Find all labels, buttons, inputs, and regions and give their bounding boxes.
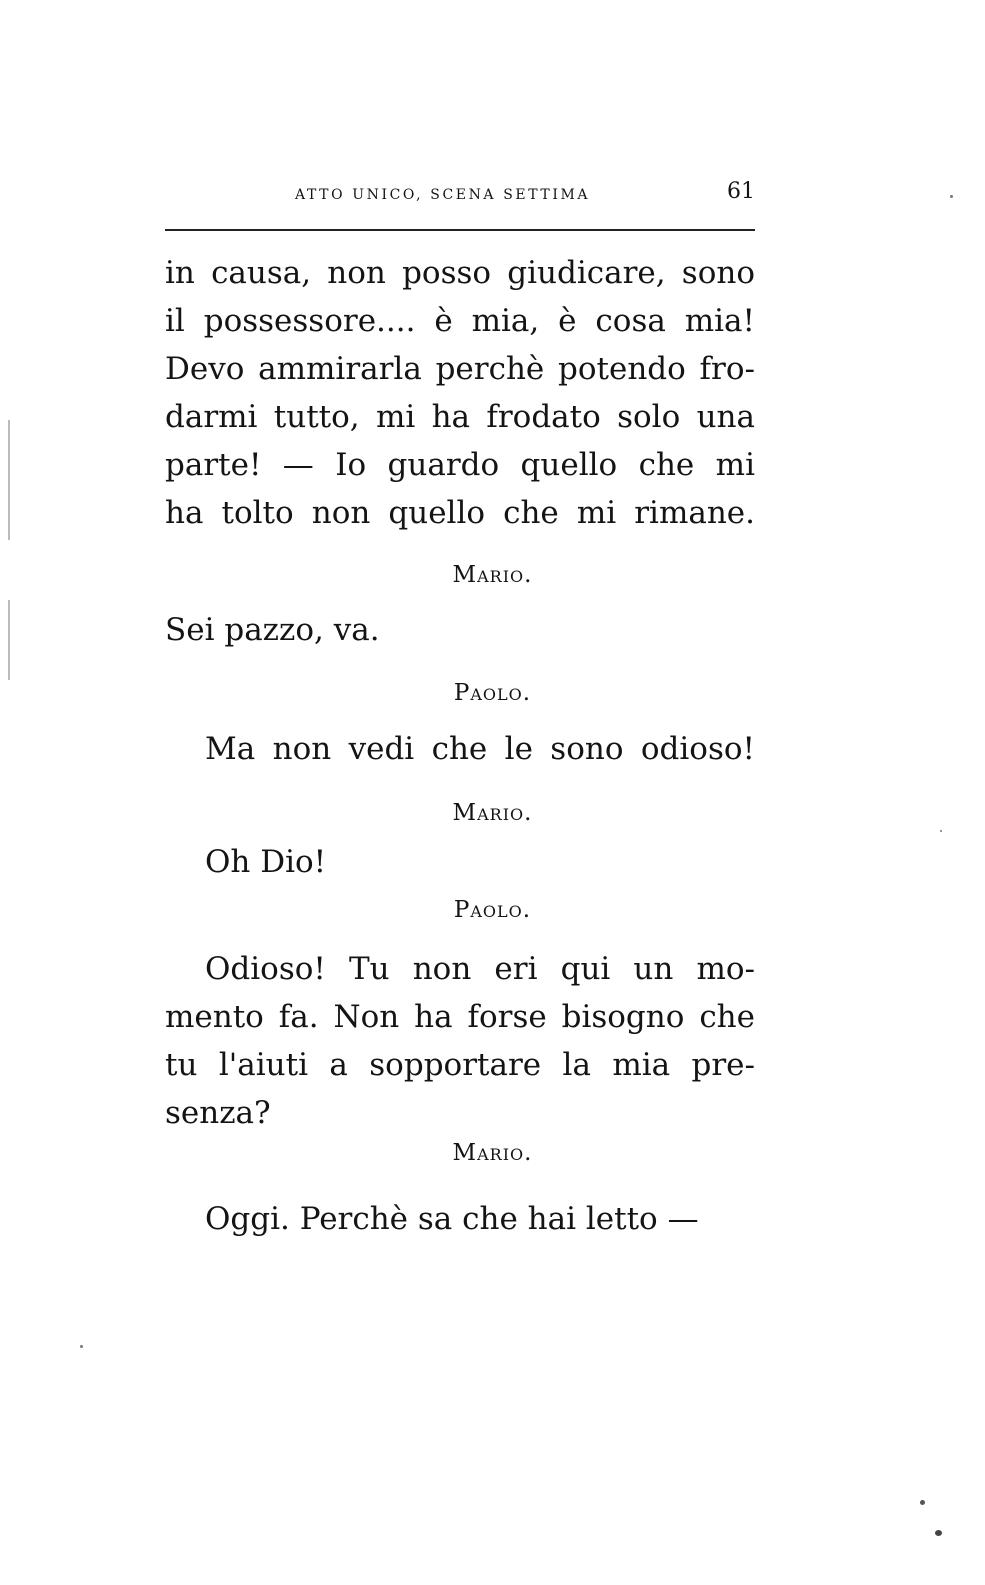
text-line: il possessore.... è mia, è cosa mia! [165, 303, 755, 339]
speech-line: mento fa. Non ha forse bisogno che [165, 999, 755, 1035]
scan-speck [950, 195, 953, 198]
header-rule [165, 229, 755, 231]
speech-line: Sei pazzo, va. [165, 612, 380, 648]
speaker-name: Mario. [452, 800, 533, 826]
scan-edge-mark [8, 420, 10, 540]
text-line: in causa, non posso giudicare, sono [165, 255, 755, 291]
text-line: Devo ammirarla perchè potendo fro- [165, 351, 755, 387]
speech-line: Oh Dio! [205, 844, 327, 880]
text-line: darmi tutto, mi ha frodato solo una [165, 399, 755, 435]
scan-speck [940, 830, 942, 832]
page-header [165, 179, 755, 211]
page-number: 61 [727, 179, 755, 204]
speech-line: Oggi. Perchè sa che hai letto — [205, 1201, 699, 1237]
text-line: parte! — Io guardo quello che mi [165, 447, 755, 483]
scan-speck [80, 1345, 83, 1348]
running-title: ATTO UNICO, SCENA SETTIMA [295, 187, 591, 203]
speech-line: senza? [165, 1095, 271, 1131]
scan-speck [935, 1530, 942, 1536]
speech-line: Ma non vedi che le sono odioso! [205, 731, 755, 767]
speaker-name: Paolo. [453, 897, 532, 923]
text-line: ha tolto non quello che mi rimane. [165, 495, 755, 531]
speech-line: Odioso! Tu non eri qui un mo- [205, 951, 755, 987]
speech-line: tu l'aiuti a sopportare la mia pre- [165, 1047, 755, 1083]
speaker-name: Mario. [452, 562, 533, 588]
speaker-name: Mario. [452, 1140, 533, 1166]
scan-speck [920, 1500, 925, 1505]
scan-edge-mark [8, 600, 10, 680]
speaker-name: Paolo. [453, 680, 532, 706]
